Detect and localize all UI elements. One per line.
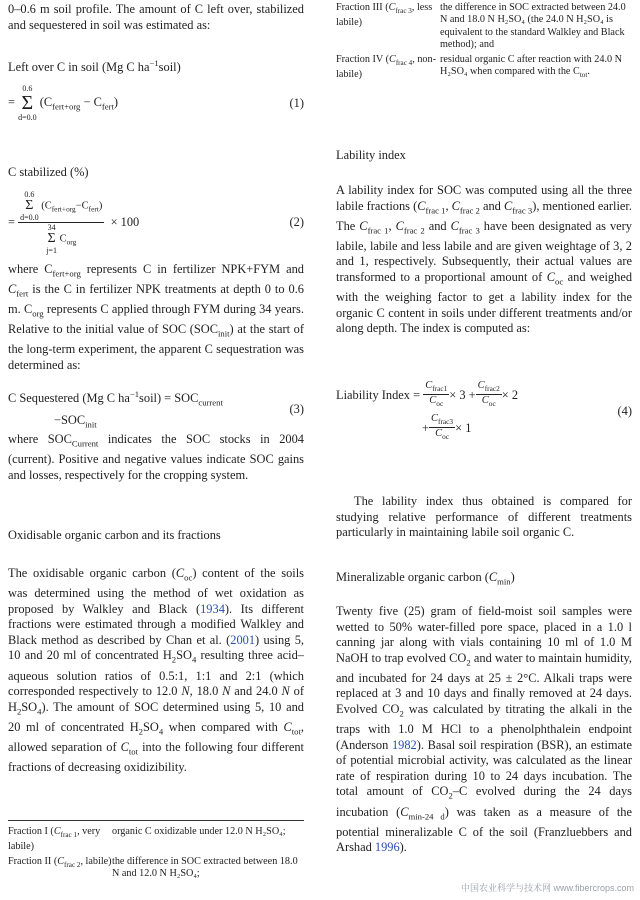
fraction-table-left [8, 826, 304, 883]
section-heading-mineralizable: Mineralizable organic carbon $(C_{min})$ [336, 570, 515, 587]
equation-2: = 0.6 Σ d=0.0 $(C_{fert+org}-C_{fert})$ 34 Σ j=1 $C_{org}$ × 100 (2) [8, 190, 304, 255]
equation-number: (4) [617, 403, 632, 418]
intro-paragraph: 0–0.6 m soil profile. The amount of C left over, stabilized and sequestered in soil was estimated as: [8, 2, 304, 32]
paragraph-4: A lability index for SOC was computed using all the three labile fractions ($C_{frac 1}$, $C_{frac 2}$ and $C_{frac 3}$), mentioned earlier. The $C_{frac 1}$, $C_{frac 2}$ and $C_{frac 3}$ have been designated as very labile, labile and less labile and are given weightage of 3, 2 and 1, respectively. Subsequently, their actual values are transformed to a proportional amount of $C_{oc}$ and weighed with the weighing factor to get a lability index for the organic C content in soils under different treatments and/or along depth. The index is computed as: [336, 183, 633, 336]
fraction-row: Fraction III ($C_{frac 3}$, less labile) the difference in SOC extracted between 24.0 N and 18.0 N H₂SO₄ (the 24.0 N H₂SO₄ is equivalent to the standard Walkley and Black method); and [336, 2, 626, 51]
equation-1: = 0.6 Σ d=0.0 $(C_{fert+org} - C_{fert})$ (1) [8, 84, 304, 122]
citation-link[interactable]: 1996 [374, 840, 400, 855]
citation-link[interactable]: 1934 [200, 601, 225, 616]
section-heading-oxidisable: Oxidisable organic carbon and its fractions [8, 528, 221, 542]
summation-symbol: 0.6 Σ d=0.0 [18, 84, 37, 122]
fraction: 0.6 Σ d=0.0 $(C_{fert+org}-C_{fert})$ 34 Σ j=1 $C_{org}$ [20, 190, 103, 255]
equation-4: Liability Index = $\frac{C_{frac1}}{C_{oc}}$ × 3 + $\frac{C_{frac2}}{C_{oc}}$ × 2 + $\frac{C_{frac3}}{C_{oc}}$ × 1 (4) [336, 380, 632, 442]
equation-number: (1) [289, 95, 304, 110]
equation-number: (3) [289, 402, 304, 417]
citation-link[interactable]: 2001 [230, 632, 256, 647]
paragraph-1: where $C_{fert+org}$ represents C in fertilizer NPK+FYM and $C_{fert}$ is the C in fertilizer NPK treatments at depth 0 to 0.6 m. $C_{org}$ represents C applied through FYM during 34 years. Relative to the initial value of SOC $(SOC_{init})$ at the start of the long-term experiment, the apparent C sequestration was determined as: [8, 262, 304, 372]
fraction-row: Fraction IV ($C_{frac 4}$, non-labile) residual organic C after reaction with 24.0 N H₂SO₄ when compared with the $C_{tot}$. [336, 53, 622, 81]
paragraph-2: where $SOC_{Current}$ indicates the SOC stocks in 2004 (current). Positive and negative values indicate SOC gains and losses, respectively for the cropping system. [8, 432, 304, 482]
paragraph-6: Twenty five (25) gram of field-moist soil samples were wetted to 50% water-filled pore space, placed in a 1.0 l canning jar along with vials containing 10 ml of 1.0 M NaOH to trap evolved $CO_2$ and water to maintain humidity, and incubated for 24 days at 25 ± 2°C. Alkali traps were replaced at 3 and 10 days and finally removed at 24 days. Evolved $CO_2$ was calculated by titrating the alkali in the traps with 1.0 M HCl to a phenolphthalein endpoint (Anderson 1982). Basal soil respiration (BSR), an estimate of potential microbial activity, was calculated as the linear rate of respiration during 10 to 24 days incubation. The total amount of $CO_2-C$ evolved during the 24 days incubation $(C_{min-24 d})$ was taken as a measure of the potential mineralizable C of the soil (Franzluebbers and Arshad 1996). [336, 604, 633, 855]
equation-3: C Sequestered (Mg C $ha^{-1}soil) = SOC_{current}$ $-SOC_{init}$ (3) [8, 389, 304, 430]
fraction-row: Fraction II ($C_{frac 2}$, labile) the difference in SOC extracted between 18.0 N and 12.0 N H₂SO₄; [8, 855, 298, 880]
footnote-rule [8, 820, 304, 821]
paragraph-3: The oxidisable organic carbon $(C_{oc})$ content of the soils was determined using the method of wet oxidation as proposed by Walkley and Black (1934). Its different fractions were estimated through a modified Walkley and Black method as described by Chan et al. (2001) using 5, 10 and 20 ml of concentrated $H_2SO_4$ resulting three acid–aqueous solution ratios of 0.5:1, 1:1 and 2:1 (which corresponded respectively to 12.0 N, 18.0 N and 24.0 N of $H_2SO_4$). The amount of SOC determined using 5, 10 and 20 ml of concentrated $H_2SO_4$ when compared with $C_{tot}$, allowed separation of $C_{tot}$ into the following four different fractions of decreasing oxidizibility. [8, 566, 305, 774]
fraction-table-right [336, 2, 632, 83]
citation-link[interactable]: 1982 [391, 737, 417, 752]
equation-1-label: Left over C in soil (Mg C $ha^{-1}soil$) [8, 58, 181, 75]
fraction-row: Fraction I ($C_{frac 1}$, very labile) organic C oxidizable under 12.0 N H₂SO₄; [8, 826, 286, 853]
section-heading-lability: Lability index [336, 148, 406, 162]
paragraph-5: The lability index thus obtained is compared for studying relative performance of different treatments particularly in maintaining labile soil organic C. [336, 494, 632, 540]
equation-2-label: C stabilized (%) [8, 165, 89, 179]
watermark: 中国农业科学与技术网 www.fibercrops.com [460, 883, 634, 893]
equation-number: (2) [289, 215, 304, 229]
